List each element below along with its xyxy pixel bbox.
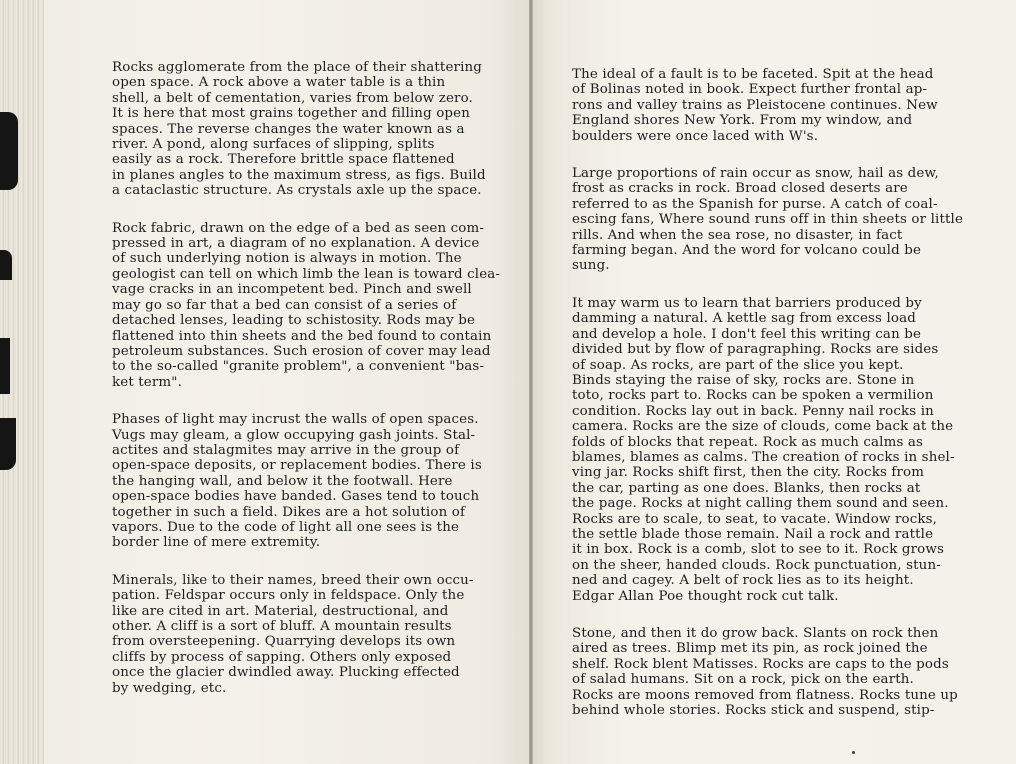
text-line: actites and stalagmites may arrive in the group of (112, 442, 460, 458)
text-line: other. A cliff is a sort of bluff. A mountain results (112, 619, 452, 634)
text-line: England shores New York. From my window, and (572, 113, 913, 129)
text-line: detached lenses, leading to schistosity. Rods may be (112, 313, 476, 329)
text-line: Phases of light may incrust the walls of open spaces. (112, 412, 479, 428)
text-line: the page. Rocks at night calling them sound and seen. (572, 496, 949, 512)
text-line: pation. Feldspar occurs only in feldspace. Only the (112, 588, 465, 604)
text-line: in planes angles to the maximum stress, as figs. Build (112, 167, 486, 183)
paragraph (112, 60, 522, 199)
text-line: behind whole stories. Rocks stick and suspend, stip- (572, 703, 935, 719)
text-line: ned and cagey. A belt of rock lies as to its height. (572, 573, 914, 589)
text-line: from oversteepening. Quarrying develops its own (112, 634, 456, 650)
paragraph (572, 166, 992, 274)
text-line: of salad humans. Sit on a rock, pick on the earth. (572, 672, 914, 688)
text-line: condition. Rocks lay out in back. Penny nail rocks in (572, 403, 934, 419)
text-line: Minerals, like to their names, breed their own occu- (112, 572, 474, 588)
page-speck (852, 751, 855, 754)
text-line: it in box. Rock is a comb, slot to see to it. Rock grows (572, 542, 944, 558)
text-line: camera. Rocks are the size of clouds, come back at the (572, 419, 954, 435)
text-line: vage cracks in an incompetent bed. Pinch and swell (112, 282, 472, 298)
text-line: Rocks are moons removed from flatness. Rocks tune up (572, 687, 958, 703)
text-line: like are cited in art. Material, destructional, and (112, 603, 449, 619)
text-line: open-space deposits, or replacement bodies. There is (112, 458, 482, 474)
text-line: once the glacier dwindled away. Plucking effected (112, 665, 460, 681)
text-line: Rock fabric, drawn on the edge of a bed as seen com- (112, 220, 485, 236)
edge-mark (0, 418, 16, 470)
text-line: border line of mere extremity. (112, 535, 321, 551)
paragraph (112, 221, 522, 390)
edge-mark (0, 338, 10, 394)
paragraph (112, 412, 522, 551)
text-line: of soap. As rocks, are part of the slice you kept. (572, 357, 904, 373)
edge-mark (0, 112, 18, 190)
text-line: river. A pond, along surfaces of slipping, splits (112, 137, 435, 153)
text-line: easily as a rock. Therefore brittle space flattened (112, 152, 455, 168)
text-line: sung. (572, 258, 610, 274)
right-page-text (572, 67, 992, 740)
paragraph (572, 626, 992, 718)
text-line: Rocks agglomerate from the place of their shattering (112, 60, 482, 75)
edge-mark (0, 250, 12, 280)
text-line: and develop a hole. I don't feel this writing can be (572, 326, 922, 342)
text-line: open-space bodies have banded. Gases tend to touch (112, 489, 480, 505)
text-line: blames, blames as calms. The creation of rocks in shel- (572, 449, 955, 465)
text-line: of such underlying notion is always in motion. The (112, 251, 462, 267)
text-line: escing fans, Where sound runs off in thin sheets or little (572, 212, 964, 228)
text-line: rills. And when the sea rose, no disaster, in fact (572, 227, 903, 243)
text-line: the car, parting as one does. Blanks, then rocks at (572, 480, 921, 496)
text-line: to the so-called "granite problem", a convenient "bas- (112, 359, 485, 375)
text-line: The ideal of a fault is to be faceted. Spit at the head (572, 67, 934, 82)
text-line: damming a natural. A kettle sag from excess load (572, 311, 916, 327)
text-line: shelf. Rock blent Matisses. Rocks are caps to the pods (572, 656, 949, 672)
text-line: on the sheer, handed clouds. Rock punctuation, stun- (572, 557, 941, 573)
text-line: pressed in art, a diagram of no explanation. A device (112, 236, 480, 252)
text-line: shell, a belt of cementation, varies from below zero. (112, 90, 473, 106)
book-gutter (529, 0, 533, 764)
paragraph (572, 67, 992, 144)
text-line: Binds staying the raise of sky, rocks are. Stone in (572, 372, 915, 388)
text-line: boulders were once laced with W's. (572, 128, 819, 144)
text-line: Edgar Allan Poe thought rock cut talk. (572, 588, 839, 604)
text-line: ving jar. Rocks shift first, then the city. Rocks from (572, 465, 925, 481)
left-page-text (112, 60, 522, 718)
paragraph (572, 296, 992, 604)
text-line: the settle blade those remain. Nail a rock and rattle (572, 526, 934, 542)
text-line: farming began. And the word for volcano could be (572, 243, 922, 259)
text-line: together in such a field. Dikes are a hot solution of (112, 504, 466, 520)
text-line: It may warm us to learn that barriers produced by (572, 295, 922, 311)
text-line: It is here that most grains together and filling open (112, 106, 470, 122)
text-line: ket term". (112, 374, 182, 390)
text-line: by wedging, etc. (112, 680, 227, 696)
paragraph (112, 573, 522, 696)
text-line: a cataclastic structure. As crystals axle up the space. (112, 183, 482, 199)
text-line: Stone, and then it do grow back. Slants on rock then (572, 626, 939, 641)
text-line: open space. A rock above a water table is a thin (112, 75, 446, 91)
text-line: of Bolinas noted in book. Expect further frontal ap- (572, 82, 928, 98)
text-line: the hanging wall, and below it the footwall. Here (112, 473, 453, 489)
text-line: folds of blocks that repeat. Rock as much calms as (572, 434, 924, 450)
text-line: referred to as the Spanish for purse. A catch of coal- (572, 196, 938, 212)
text-line: may go so far that a bed can consist of a series of (112, 297, 457, 313)
text-line: rons and valley trains as Pleistocene continues. New (572, 97, 938, 113)
text-line: vapors. Due to the code of light all one sees is the (112, 519, 460, 535)
page-edges (0, 0, 44, 764)
text-line: flattened into thin sheets and the bed found to contain (112, 328, 492, 344)
text-line: cliffs by process of sapping. Others only exposed (112, 649, 452, 665)
text-line: toto, rocks part to. Rocks can be spoken a vermilion (572, 388, 934, 404)
text-line: petroleum substances. Such erosion of cover may lead (112, 343, 491, 359)
text-line: spaces. The reverse changes the water known as a (112, 121, 465, 137)
text-line: geologist can tell on which limb the lean is toward clea- (112, 266, 501, 282)
text-line: frost as cracks in rock. Broad closed deserts are (572, 181, 908, 197)
text-line: Large proportions of rain occur as snow, hail as dew, (572, 166, 939, 182)
text-line: Vugs may gleam, a glow occupying gash joints. Stal- (112, 427, 476, 443)
text-line: aired as trees. Blimp met its pin, as rock joined the (572, 641, 928, 657)
text-line: Rocks are to scale, to seat, to vacate. Window rocks, (572, 511, 938, 527)
text-line: divided but by flow of paragraphing. Rocks are sides (572, 342, 939, 358)
